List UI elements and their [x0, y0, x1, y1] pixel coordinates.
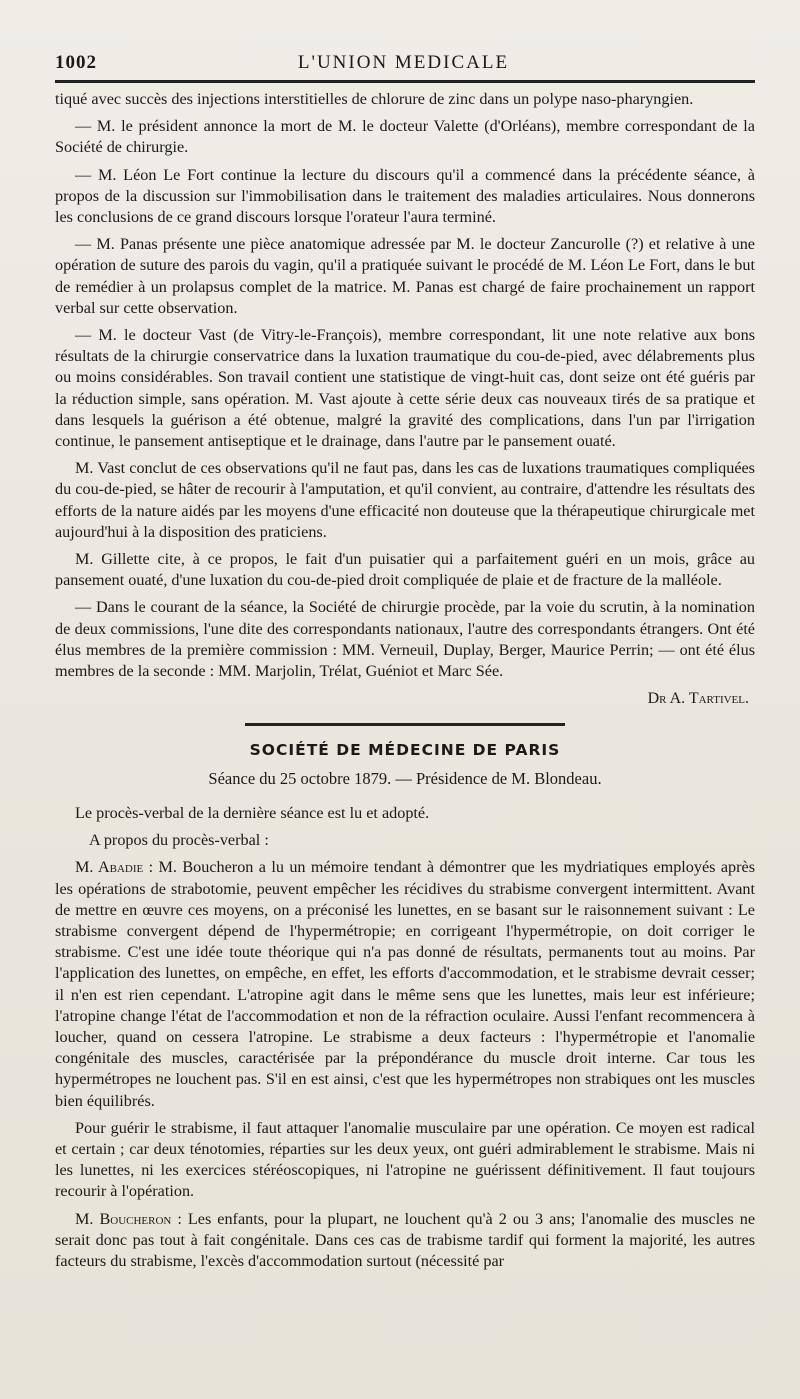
section-title: SOCIÉTÉ DE MÉDECINE DE PARIS: [249, 741, 561, 760]
journal-title: L'UNION MEDICALE: [297, 52, 510, 73]
paragraph: [55, 857, 755, 1111]
header-rule: [55, 80, 755, 83]
page-number: 1002: [55, 52, 97, 73]
speech-text: : M. Boucheron a lu un mémoire tendant à démontrer que les mydriatiques employés après les opérations de strabotomie, peuvent empêcher les récidives du strabisme convergent intermittent. Avant de mettre en œuvre ces moyens, on a préconisé les lunettes, en se basant sur le raisonnement suivant : Le strabisme convergent dépend de l'hypermétropie; en corrigeant l'hypermétropie, on doit corriger le strabisme. C'est une idée toute théorique qui n'a pas donné de résultats, permanents tout au moins. Par l'application des lunettes, on empêche, en effet, les efforts d'accommodation, et le strabisme devrait cesser; il n'en est rien cependant. L'atropine agit dans le même sens que les lunettes, mais leur est inférieure; l'atropine change l'état de l'accommodation et non de la réfraction oculaire. Aussi l'enfant recommencera à loucher, quand on cessera l'atropine. Le strabisme a deux facteurs : l'hypermétropie et l'anomalie congénitale des muscles, caractérisée par la prépondérance du muscle droit interne. Car tous les hypermétropes ne louchent pas. S'il en est ainsi, c'est que les hypermétropes non strabiques ont les muscles bien équilibrés.: [55, 858, 755, 1110]
section-subtitle: Séance du 25 octobre 1879. — Présidence de M. Blondeau.: [208, 768, 602, 788]
paragraph: A propos du procès-verbal :: [89, 831, 269, 850]
speech-text: : Les enfants, pour la plupart, ne louchent qu'à 2 ou 3 ans; l'anomalie des muscles ne serait donc pas tout à fait congénitale. Dans ces cas de trabisme tardif qui forment la majorité, les autres facteurs du strabisme, l'excès d'accommodation surtout (nécessité par: [55, 1209, 756, 1270]
speaker-name: M. Boucheron: [75, 1209, 172, 1228]
paragraph: Le procès-verbal de la dernière séance est lu et adopté.: [75, 803, 430, 822]
paragraph: M. Vast conclut de ces observations qu'il ne faut pas, dans les cas de luxations traumatiques compliquées du cou-de-pied, se hâter de recourir à l'amputation, et qu'il convient, au contraire, d'attendre les résultats des efforts de la nature aidés par les moyens d'une efficacité non douteuse que la thérapeutique chirurgicale met aujourd'hui à la disposition des praticiens.: [55, 459, 755, 541]
paragraph: — Dans le courant de la séance, la Société de chirurgie procède, par la voie du scrutin, à la nomination de deux commissions, l'une dite des correspondants nationaux, l'autre des correspondants étrangers. Ont été élus membres de la première commission : MM. Verneuil, Duplay, Berger, Maurice Perrin; — ont été élus membres de la seconde : MM. Marjolin, Trélat, Guéniot et Marc Sée.: [55, 598, 755, 681]
paragraph: M. Gillette cite, à ce propos, le fait d'un puisatier qui a parfaitement guéri en un mois, grâce au pansement ouaté, d'une luxation du cou-de-pied droit compliquée de plaie et de fracture de la malléole.: [55, 550, 755, 590]
running-head: [55, 44, 752, 78]
paragraph: [55, 1209, 755, 1273]
article-body: [55, 89, 755, 1272]
author-signature: Dr A. Tartivel.: [647, 690, 749, 708]
paragraph: — M. le docteur Vast (de Vitry-le-François), membre correspondant, lit une note relative aux bons résultats de la chirurgie conservatrice dans la luxation traumatique du cou-de-pied, avec délabrements plus ou moins considérables. Son travail contient une statistique de vingt-huit cas, dont seize ont été guéris par la réduction simple, sans opération. M. Vast ajoute à cette série deux cas nouveaux tirés de sa pratique et dans lesquels la guérison a été obtenue, malgré la gravité des complications, dans l'un par l'irrigation continue, le pansement antiseptique et le drainage, dans l'autre par le pansement ouaté.: [55, 326, 755, 451]
paragraph: — M. Panas présente une pièce anatomique adressée par M. le docteur Zancurolle (?) et relative à une opération de suture des parois du vagin, qu'il a pratiquée suivant le procédé de M. Léon Le Fort, dans le but de remédier à un prolapsus complet de la matrice. M. Panas est chargé de faire prochainement un rapport verbal sur cette observation.: [55, 235, 755, 317]
paragraph: — M. Léon Le Fort continue la lecture du discours qu'il a commencé dans la précédente séance, à propos de la discussion sur l'immobilisation dans le traitement des maladies articulaires. Nous donnerons les conclusions de ce grand discours lorsque l'orateur l'aura terminé.: [55, 165, 755, 227]
paragraph: Pour guérir le strabisme, il faut attaquer l'anomalie musculaire par une opération. Ce moyen est radical et certain ; car deux ténotomies, réparties sur les deux yeux, ont guéri admirablement le strabisme. Mais ni les lunettes, ni les exercices stéréoscopiques, ni l'atropine ne guérissent définitivement. Il faut toujours recourir à l'opération.: [55, 1118, 755, 1201]
section-rule: [245, 723, 565, 726]
paragraph: — M. le président annonce la mort de M. le docteur Valette (d'Orléans), membre correspondant de la Société de chirurgie.: [55, 117, 755, 157]
paragraph: tiqué avec succès des injections interstitielles de chlorure de zinc dans un polype naso-pharyngien.: [55, 90, 694, 108]
speaker-name: M. Abadie: [75, 858, 144, 877]
